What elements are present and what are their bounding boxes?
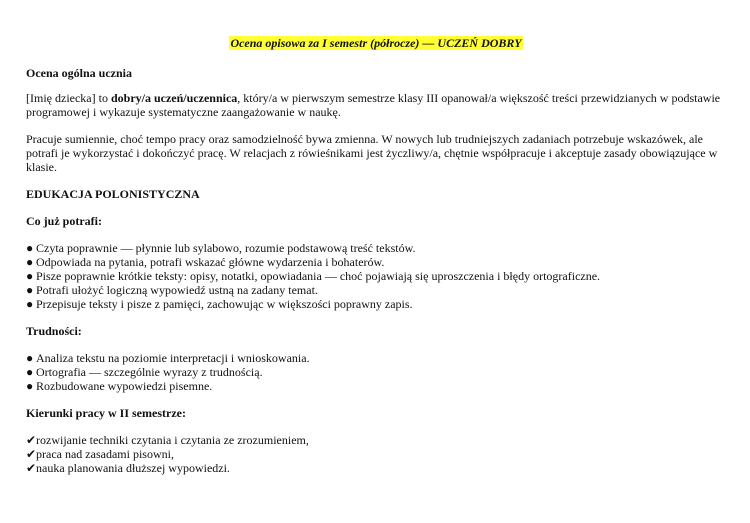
bullet-icon: ●: [26, 255, 34, 269]
general-heading: Ocena ogólna ucznia: [26, 66, 133, 80]
general-p1-text-b: , który/a w pierwszym semestrze klasy III opanował/a większość treści przewidzianych w podstawie programowej i wykazuje systematyczne zaangażowanie w naukę.: [26, 91, 721, 119]
bullet-icon: ●: [26, 365, 34, 379]
list-item-text: praca nad zasadami pisowni,: [36, 447, 174, 461]
list-item: [26, 447, 726, 461]
bullet-icon: ●: [26, 241, 34, 255]
list-item-text: Pisze poprawnie krótkie teksty: opisy, notatki, opowiadania — choć pojawiają się uproszczenia i błędy ortograficzne.: [36, 269, 601, 283]
bullet-icon: ●: [26, 297, 34, 311]
directions-list: [26, 433, 726, 475]
list-item-text: Analiza tekstu na poziomie interpretacji i wnioskowania.: [36, 351, 310, 365]
document-page: [26, 36, 726, 475]
list-item: [26, 283, 726, 297]
list-item: [26, 379, 726, 393]
checkmark-icon: ✔: [26, 461, 37, 475]
list-item: [26, 297, 726, 311]
directions-heading: Kierunki pracy w II semestrze:: [26, 406, 186, 420]
section-title: EDUKACJA POLONISTYCZNA: [26, 187, 200, 201]
title-wrap: [26, 36, 726, 50]
list-item: [26, 241, 726, 255]
difficulties-list: [26, 351, 726, 393]
list-item: [26, 461, 726, 475]
list-item: [26, 433, 726, 447]
list-item-text: Ortografia — szczególnie wyrazy z trudnością.: [36, 365, 263, 379]
checkmark-icon: ✔: [26, 433, 37, 447]
list-item: [26, 351, 726, 365]
difficulties-heading: Trudności:: [26, 324, 82, 338]
can-do-list: [26, 241, 726, 311]
can-do-heading: Co już potrafi:: [26, 214, 102, 228]
general-paragraph-2: Pracuje sumiennie, choć tempo pracy oraz samodzielność bywa zmienna. W nowych lub trudniejszych zadaniach potrzebuje wskazówek, ale potrafi je wykorzystać i dokończyć pracę. W relacjach z rówieśnikami jest życzliwy/a, chętnie współpracuje i akceptuje zasady obowiązujące w klasie.: [26, 132, 718, 174]
document-title: Ocena opisowa za I semestr (półrocze) — UCZEŃ DOBRY: [230, 36, 522, 50]
checkmark-icon: ✔: [26, 447, 37, 461]
bullet-icon: ●: [26, 379, 34, 393]
general-p1-bold: dobry/a uczeń/uczennica: [110, 91, 238, 105]
list-item-text: Odpowiada na pytania, potrafi wskazać główne wydarzenia i bohaterów.: [36, 255, 385, 269]
general-p1-text-a: [Imię dziecka] to: [26, 91, 111, 105]
list-item: [26, 365, 726, 379]
list-item-text: Potrafi ułożyć logiczną wypowiedź ustną na zadany temat.: [36, 283, 318, 297]
list-item-text: Przepisuje teksty i pisze z pamięci, zachowując w większości poprawny zapis.: [36, 297, 413, 311]
list-item-text: Czyta poprawnie — płynnie lub sylabowo, rozumie podstawową treść tekstów.: [36, 241, 416, 255]
bullet-icon: ●: [26, 269, 34, 283]
list-item: [26, 269, 726, 283]
general-paragraph-1: [26, 91, 726, 119]
bullet-icon: ●: [26, 283, 34, 297]
list-item-text: Rozbudowane wypowiedzi pisemne.: [36, 379, 213, 393]
list-item: [26, 255, 726, 269]
list-item-text: rozwijanie techniki czytania i czytania ze zrozumieniem,: [36, 433, 309, 447]
bullet-icon: ●: [26, 351, 34, 365]
list-item-text: nauka planowania dłuższej wypowiedzi.: [36, 461, 230, 475]
